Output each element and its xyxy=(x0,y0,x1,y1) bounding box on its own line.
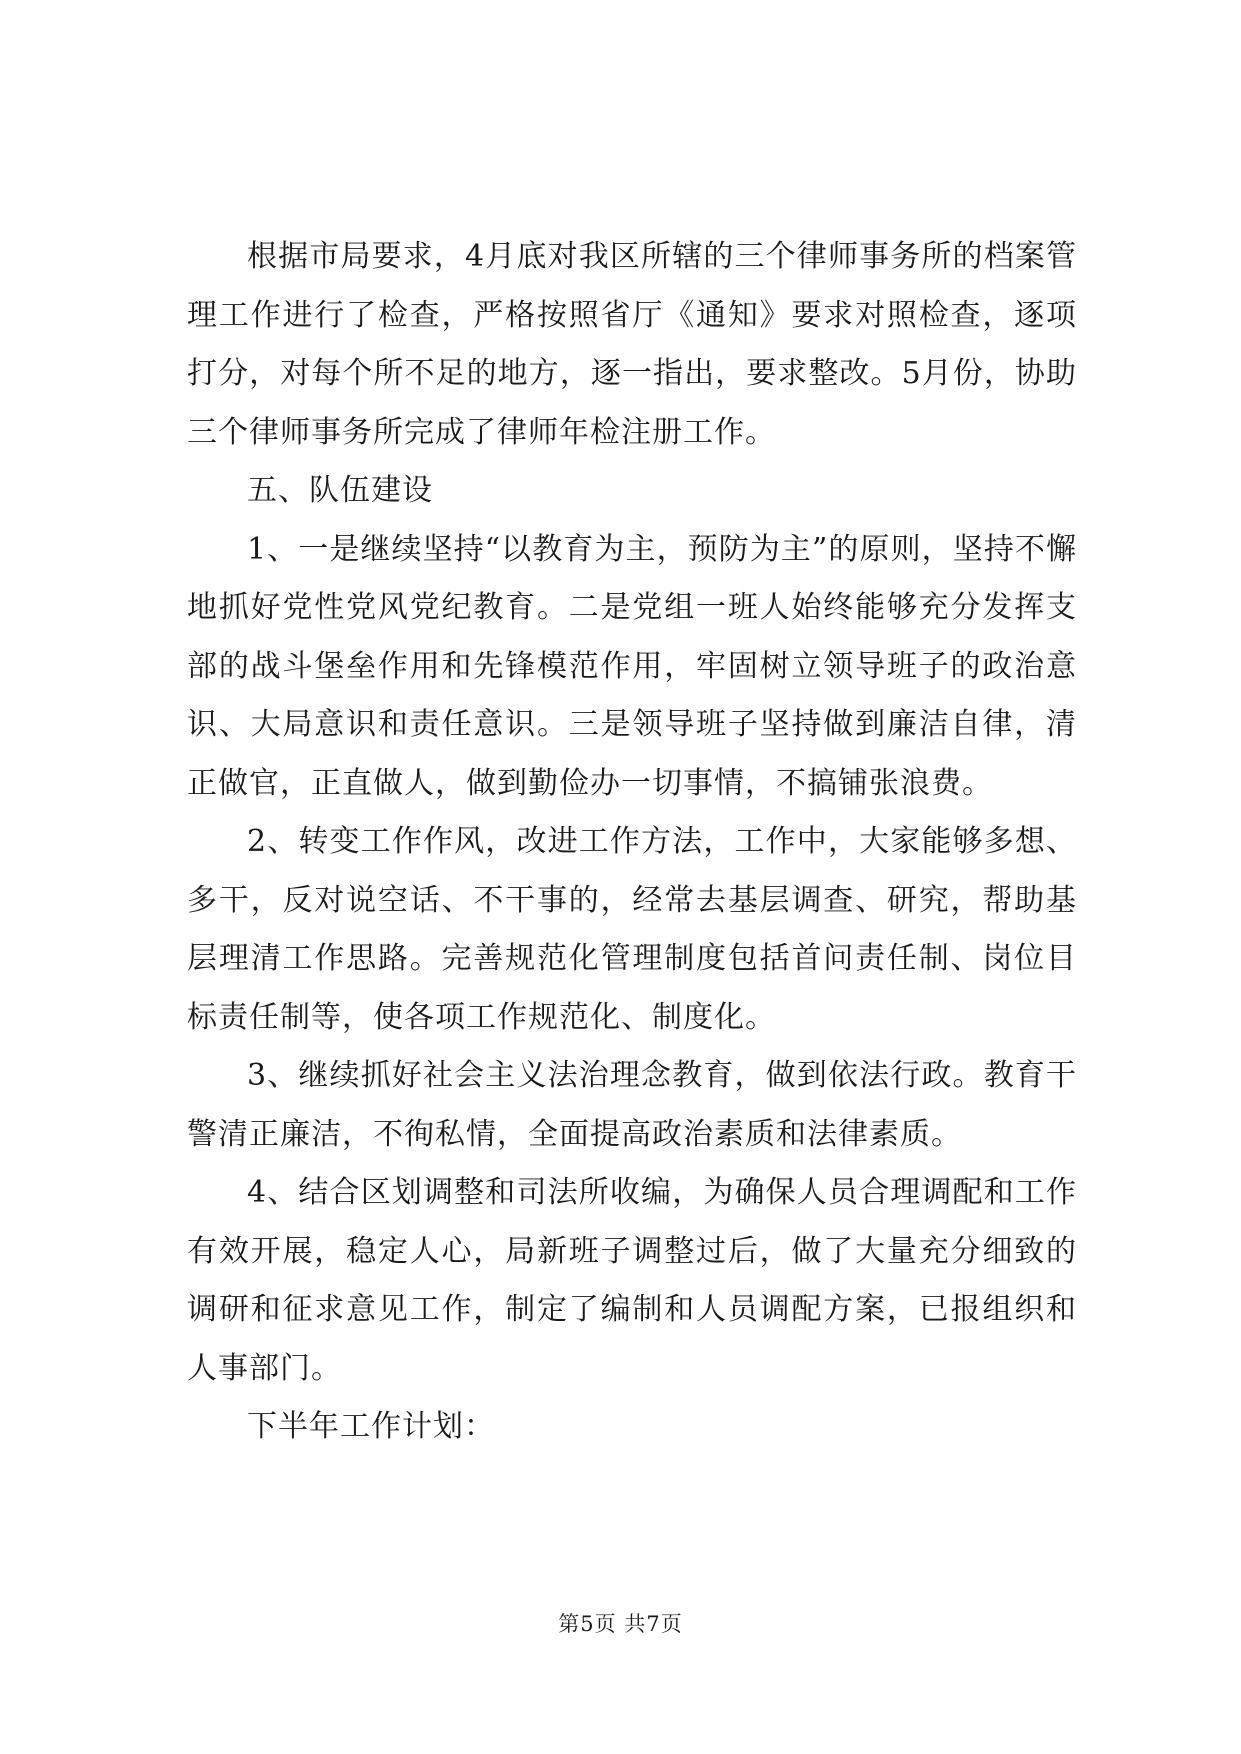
paragraph-item-1: 1、一是继续坚持“以教育为主，预防为主”的原则，坚持不懈地抓好党性党风党纪教育。二是党组一班人始终能够充分发挥支部的战斗堡垒作用和先锋模范作用，牢固树立领导班子的政治意识、大局意识和责任意识。三是领导班子坚持做到廉洁自律，清正做官，正直做人，做到勤俭办一切事情，不搞铺张浪费。 xyxy=(187,531,1077,801)
paragraph-archive-inspection: 根据市局要求，4月底对我区所辖的三个律师事务所的档案管理工作进行了检查，严格按照省厅《通知》要求对照检查，逐项打分，对每个所不足的地方，逐一指出，要求整改。5月份，协助三个律师事务所完成了律师年检注册工作。 xyxy=(187,239,1077,450)
paragraph-item-3: 3、继续抓好社会主义法治理念教育，做到依法行政。教育干警清正廉洁，不徇私情，全面提高政治素质和法律素质。 xyxy=(187,1058,1077,1152)
section-heading-team-building: 五、队伍建设 xyxy=(247,473,433,508)
document-body xyxy=(187,228,1077,1457)
paragraph-item-2: 2、转变工作作风，改进工作方法，工作中，大家能够多想、多干，反对说空话、不干事的，经常去基层调查、研究，帮助基层理清工作思路。完善规范化管理制度包括首问责任制、岗位目标责任制等，使各项工作规范化、制度化。 xyxy=(187,824,1077,1035)
page-number-footer: 第5页 共7页 xyxy=(558,1612,683,1636)
paragraph-item-4: 4、结合区划调整和司法所收编，为确保人员合理调配和工作有效开展，稳定人心，局新班子调整过后，做了大量充分细致的调研和征求意见工作，制定了编制和人员调配方案，已报组织和人事部门。 xyxy=(187,1175,1077,1386)
paragraph-second-half-plan: 下半年工作计划： xyxy=(247,1409,495,1444)
